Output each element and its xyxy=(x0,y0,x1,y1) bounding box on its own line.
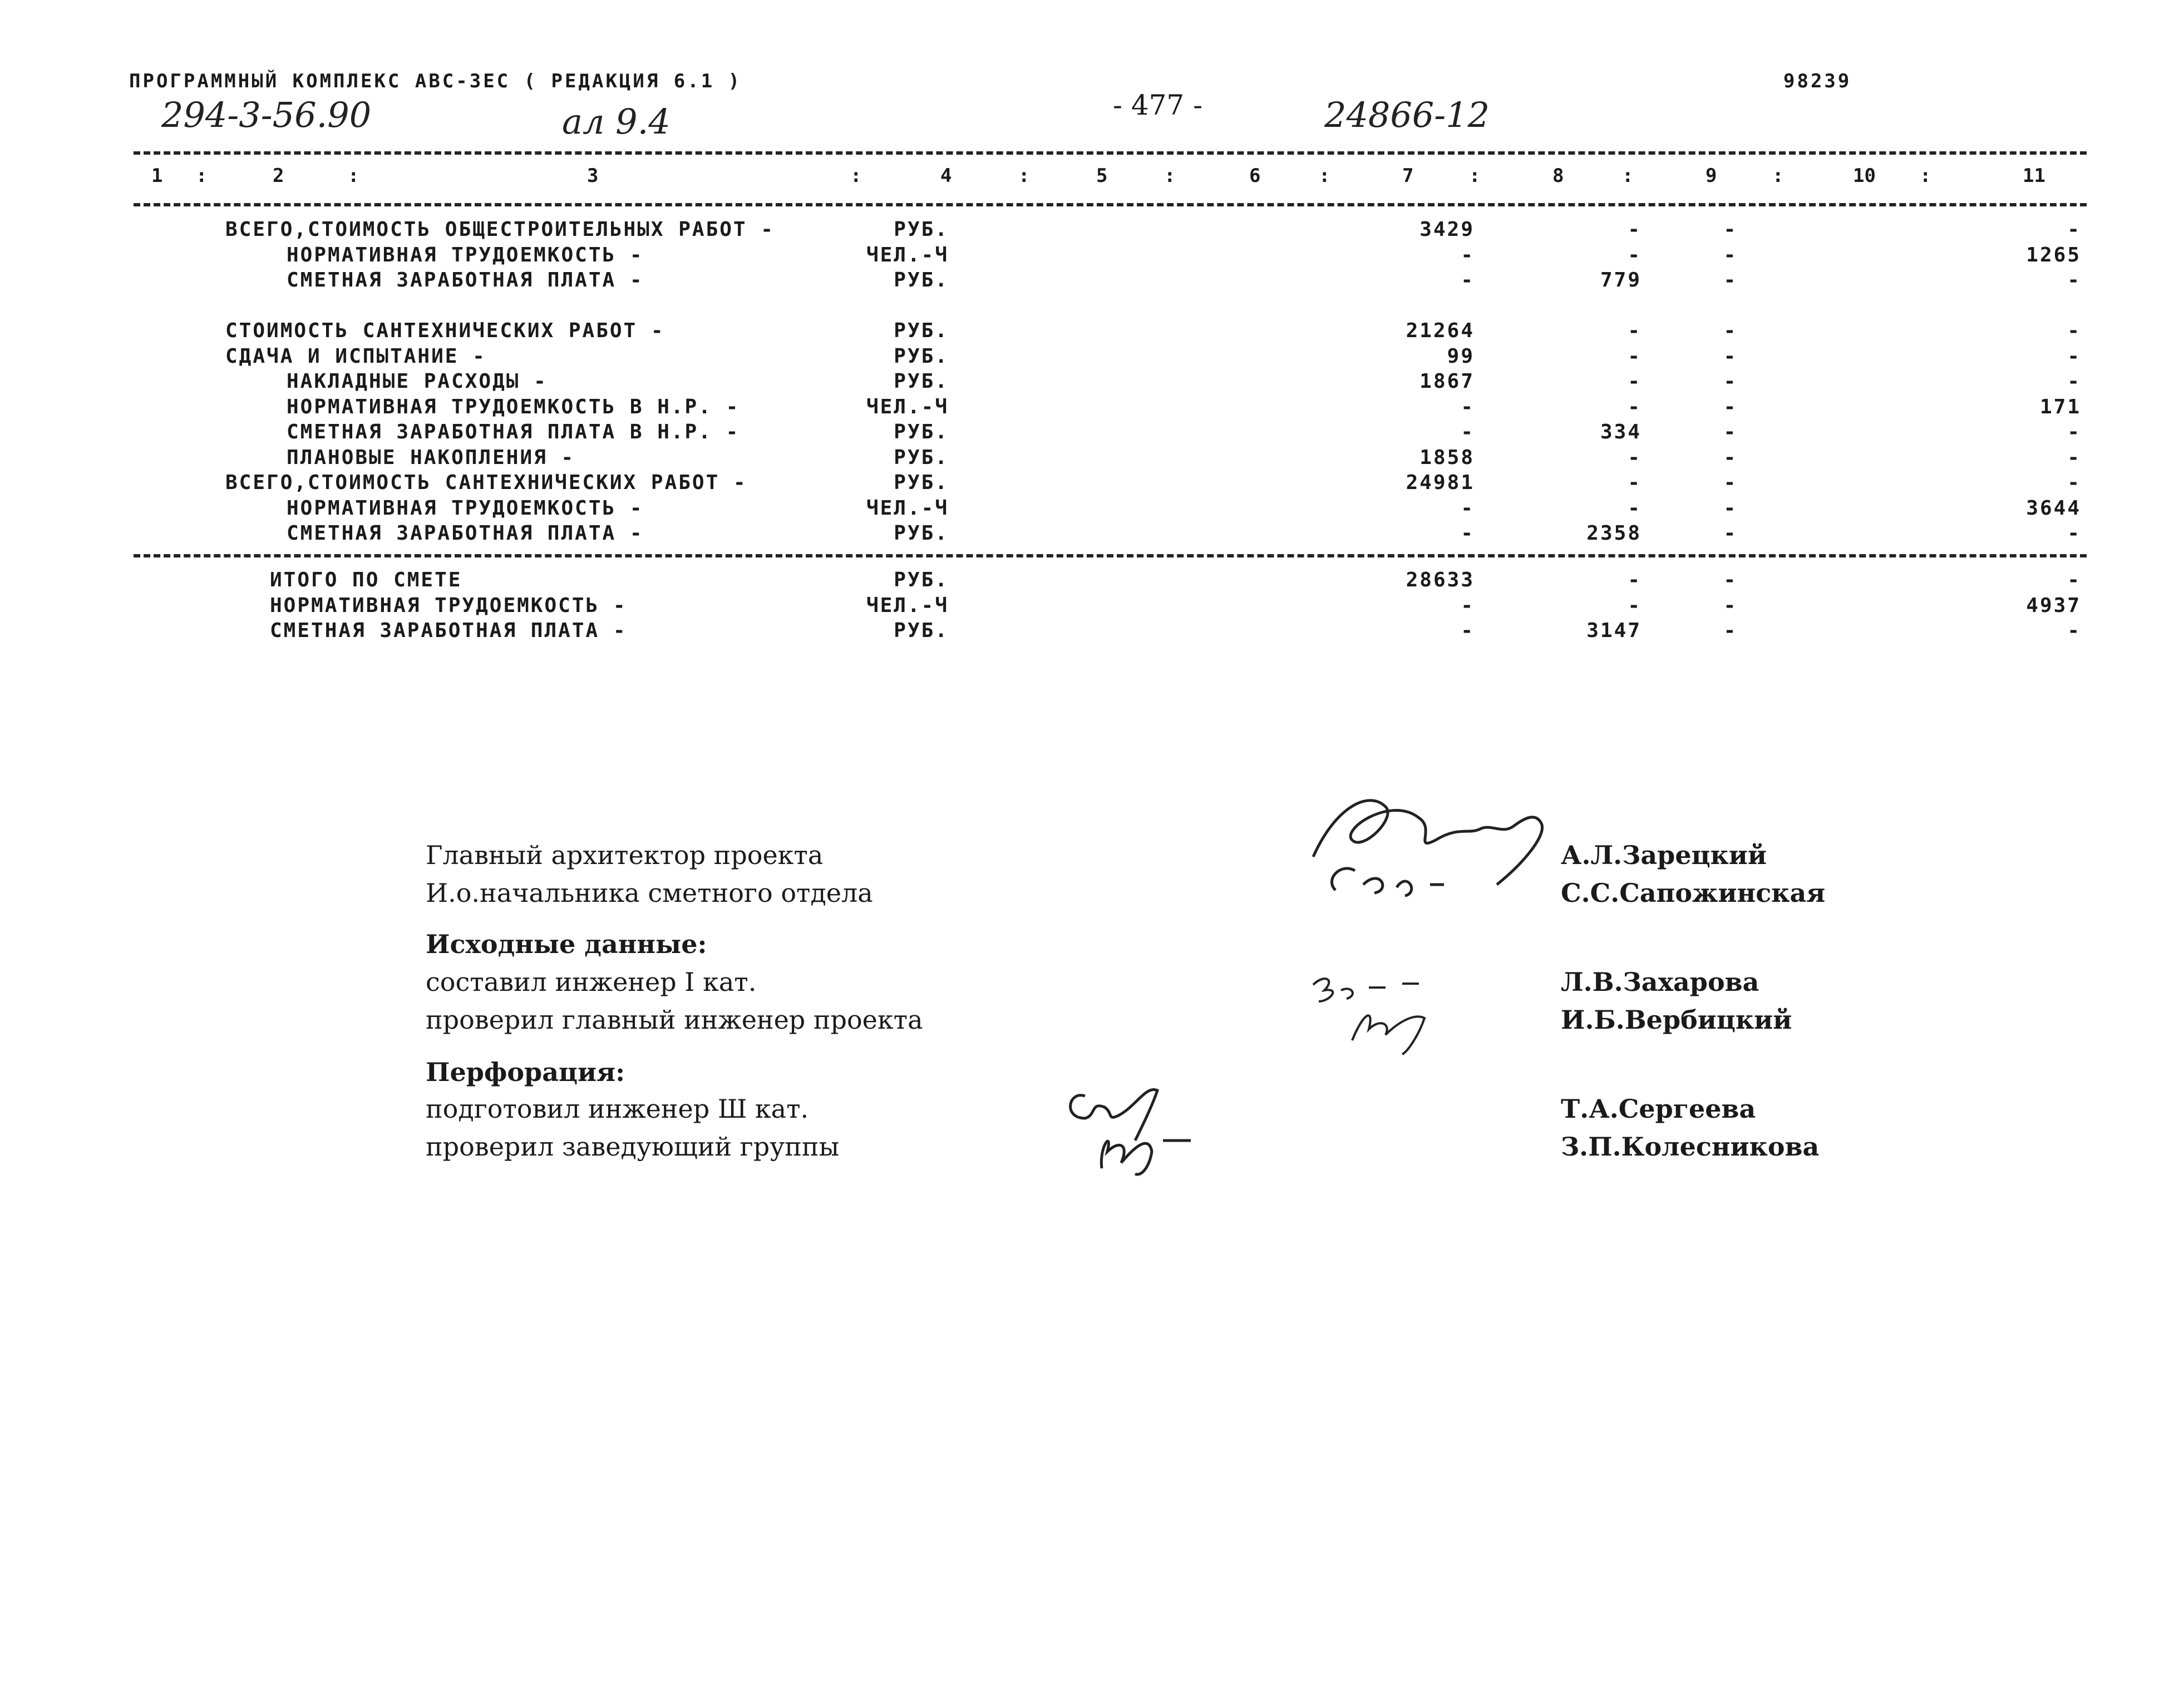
cell-col8: 3147 xyxy=(1586,619,1641,642)
table-row xyxy=(0,421,2169,445)
table-row xyxy=(0,218,2169,243)
chief-architect-name: А.Л.Зарецкий xyxy=(1561,840,1767,870)
table-row xyxy=(0,345,2169,369)
row-label: НОРМАТИВНАЯ ТРУДОЕМКОСТЬ - xyxy=(287,243,644,266)
cell-col9: - xyxy=(1723,594,1738,617)
cell-col8: - xyxy=(1628,344,1641,368)
cell-col11: - xyxy=(2067,269,2081,292)
column-separator: : xyxy=(1319,165,1330,187)
cell-col9: - xyxy=(1723,370,1738,393)
cell-col11: 1265 xyxy=(2026,243,2081,266)
row-unit: ЧЕЛ.-Ч xyxy=(866,496,949,520)
row-unit: РУБ. xyxy=(894,619,949,642)
row-label: СДАЧА И ИСПЫТАНИЕ - xyxy=(225,344,486,368)
cell-col8: - xyxy=(1628,446,1641,469)
row-label: ПЛАНОВЫЕ НАКОПЛЕНИЯ - xyxy=(287,446,575,469)
cell-col9: - xyxy=(1723,619,1738,642)
cell-col9: - xyxy=(1723,269,1738,292)
row-label: СМЕТНАЯ ЗАРАБОТНАЯ ПЛАТА В Н.Р. - xyxy=(287,421,740,443)
compiled-name: Л.В.Захарова xyxy=(1561,967,1759,997)
cell-col7: 1867 xyxy=(1419,370,1475,393)
cell-col9: - xyxy=(1723,496,1738,520)
total-row xyxy=(0,569,2169,593)
cell-col9: - xyxy=(1723,344,1738,368)
row-label: НАКЛАДНЫЕ РАСХОДЫ - xyxy=(287,370,548,393)
cell-col9: - xyxy=(1723,218,1738,241)
row-unit: ЧЕЛ.-Ч xyxy=(866,594,949,617)
cell-col7: 3429 xyxy=(1419,218,1475,241)
handwritten-project-code: 294-3-56.90 xyxy=(161,95,372,135)
estimate-head-role: И.о.начальника сметного отдела xyxy=(426,878,873,908)
cell-col7: 21264 xyxy=(1406,319,1475,342)
source-data-heading: Исходные данные: xyxy=(426,929,707,959)
group-check-role: проверил заведующий группы xyxy=(426,1132,840,1162)
column-header: 7 xyxy=(1402,165,1414,187)
column-header: 6 xyxy=(1249,165,1261,187)
row-unit: РУБ. xyxy=(894,370,949,393)
table-top-rule xyxy=(134,151,2087,155)
cell-col11: - xyxy=(2067,522,2081,545)
cell-col11: - xyxy=(2067,421,2081,443)
cell-col8: - xyxy=(1628,218,1641,241)
cell-col8: - xyxy=(1628,496,1641,520)
estimate-head-name: С.С.Сапожинская xyxy=(1561,878,1826,908)
signature-zaretsky xyxy=(1302,773,1569,918)
column-header-row xyxy=(0,165,2169,192)
cell-col7: 99 xyxy=(1447,344,1475,368)
row-label: НОРМАТИВНАЯ ТРУДОЕМКОСТЬ - xyxy=(270,594,627,617)
column-separator: : xyxy=(1920,165,1931,187)
checked-name: И.Б.Вербицкий xyxy=(1561,1005,1792,1035)
cell-col7: - xyxy=(1461,243,1475,266)
column-header: 1 xyxy=(151,165,163,187)
cell-col11: - xyxy=(2067,446,2081,469)
column-separator: : xyxy=(1018,165,1030,187)
total-row xyxy=(0,594,2169,619)
row-label: ИТОГО ПО СМЕТЕ xyxy=(270,569,462,591)
column-header: 4 xyxy=(940,165,952,187)
signature-sergeeva xyxy=(1052,1068,1219,1179)
cell-col8: - xyxy=(1628,370,1641,393)
column-separator: : xyxy=(850,165,862,187)
row-unit: РУБ. xyxy=(894,569,949,591)
table-row xyxy=(0,370,2169,394)
cell-col9: - xyxy=(1723,243,1738,266)
cell-col11: - xyxy=(2067,344,2081,368)
row-unit: РУБ. xyxy=(894,471,949,494)
row-label: СМЕТНАЯ ЗАРАБОТНАЯ ПЛАТА - xyxy=(270,619,627,642)
cell-col7: - xyxy=(1461,522,1475,545)
cell-col11: 4937 xyxy=(2026,594,2081,617)
cell-col9: - xyxy=(1723,446,1738,469)
totals-rule xyxy=(134,554,2087,557)
table-header-rule xyxy=(134,203,2087,206)
row-label: НОРМАТИВНАЯ ТРУДОЕМКОСТЬ - xyxy=(287,496,644,520)
row-unit: РУБ. xyxy=(894,269,949,292)
cell-col9: - xyxy=(1723,522,1738,545)
cell-col11: - xyxy=(2067,370,2081,393)
table-row xyxy=(0,269,2169,293)
cell-col8: - xyxy=(1628,243,1641,266)
row-unit: РУБ. xyxy=(894,344,949,368)
cell-col11: 171 xyxy=(2039,395,2081,418)
row-unit: РУБ. xyxy=(894,319,949,342)
column-separator: : xyxy=(196,165,208,187)
cell-col9: - xyxy=(1723,395,1738,418)
table-row xyxy=(0,244,2169,268)
cell-col8: 334 xyxy=(1600,421,1641,443)
row-label: НОРМАТИВНАЯ ТРУДОЕМКОСТЬ В Н.Р. - xyxy=(287,395,740,418)
table-row xyxy=(0,319,2169,344)
cell-col11: - xyxy=(2067,569,2081,591)
perforation-heading: Перфорация: xyxy=(426,1057,625,1087)
column-header: 8 xyxy=(1552,165,1564,187)
column-separator: : xyxy=(348,165,359,187)
cell-col11: - xyxy=(2067,619,2081,642)
cell-col7: 24981 xyxy=(1406,471,1475,494)
cell-col11: - xyxy=(2067,218,2081,241)
table-row xyxy=(0,294,2169,319)
row-unit: РУБ. xyxy=(894,446,949,469)
cell-col8: - xyxy=(1628,471,1641,494)
column-separator: : xyxy=(1469,165,1481,187)
page-number: - 477 - xyxy=(1113,89,1203,121)
column-header: 9 xyxy=(1705,165,1717,187)
column-header: 5 xyxy=(1096,165,1108,187)
program-header: ПРОГРАММНЫЙ КОМПЛЕКС АВС-3ЕС ( РЕДАКЦИЯ 6.1 ) xyxy=(129,70,742,92)
row-label: ВСЕГО,СТОИМОСТЬ ОБЩЕСТРОИТЕЛЬНЫХ РАБОТ - xyxy=(225,218,775,241)
cell-col7: 28633 xyxy=(1406,569,1475,591)
cell-col11: - xyxy=(2067,319,2081,342)
cell-col8: 779 xyxy=(1600,269,1641,292)
cell-col8: 2358 xyxy=(1586,522,1641,545)
row-unit: ЧЕЛ.-Ч xyxy=(866,395,949,418)
checked-role: проверил главный инженер проекта xyxy=(426,1005,923,1035)
column-separator: : xyxy=(1622,165,1634,187)
cell-col7: - xyxy=(1461,269,1475,292)
total-row xyxy=(0,619,2169,644)
column-separator: : xyxy=(1164,165,1176,187)
cell-col7: - xyxy=(1461,395,1475,418)
cell-col9: - xyxy=(1723,421,1738,443)
prepared-role: подготовил инженер Ш кат. xyxy=(426,1094,809,1124)
table-row xyxy=(0,396,2169,420)
row-unit: РУБ. xyxy=(894,522,949,545)
chief-architect-role: Главный архитектор проекта xyxy=(426,840,824,870)
row-label: СМЕТНАЯ ЗАРАБОТНАЯ ПЛАТА - xyxy=(287,522,644,545)
cell-col8: - xyxy=(1628,569,1641,591)
cell-col7: - xyxy=(1461,421,1475,443)
column-header: 2 xyxy=(273,165,284,187)
row-label: СМЕТНАЯ ЗАРАБОТНАЯ ПЛАТА - xyxy=(287,269,644,292)
row-unit: РУБ. xyxy=(894,218,949,241)
group-check-name: З.П.Колесникова xyxy=(1561,1132,1820,1162)
column-header: 10 xyxy=(1853,165,1876,187)
handwritten-album: ал 9.4 xyxy=(562,101,671,142)
table-row xyxy=(0,522,2169,546)
row-unit: РУБ. xyxy=(894,421,949,443)
table-row xyxy=(0,471,2169,496)
row-label: СТОИМОСТЬ САНТЕХНИЧЕСКИХ РАБОТ - xyxy=(225,319,665,342)
cell-col7: - xyxy=(1461,619,1475,642)
document-code: 98239 xyxy=(1783,70,1852,92)
signature-zakharova xyxy=(1308,957,1475,1057)
row-label: ВСЕГО,СТОИМОСТЬ САНТЕХНИЧЕСКИХ РАБОТ - xyxy=(225,471,747,494)
cell-col11: 3644 xyxy=(2026,496,2081,520)
compiled-role: составил инженер I кат. xyxy=(426,967,757,997)
table-row xyxy=(0,446,2169,471)
cell-col8: - xyxy=(1628,395,1641,418)
cell-col9: - xyxy=(1723,319,1738,342)
row-unit: ЧЕЛ.-Ч xyxy=(866,243,949,266)
cell-col7: - xyxy=(1461,594,1475,617)
column-header: 11 xyxy=(2023,165,2045,187)
cell-col7: - xyxy=(1461,496,1475,520)
handwritten-doc-number: 24866-12 xyxy=(1324,95,1490,135)
cell-col8: - xyxy=(1628,594,1641,617)
prepared-name: Т.А.Сергеева xyxy=(1561,1094,1756,1124)
column-header: 3 xyxy=(587,165,599,187)
cell-col9: - xyxy=(1723,471,1738,494)
cell-col7: 1858 xyxy=(1419,446,1475,469)
cell-col8: - xyxy=(1628,319,1641,342)
cell-col11: - xyxy=(2067,471,2081,494)
column-separator: : xyxy=(1772,165,1784,187)
cell-col9: - xyxy=(1723,569,1738,591)
table-row xyxy=(0,497,2169,521)
